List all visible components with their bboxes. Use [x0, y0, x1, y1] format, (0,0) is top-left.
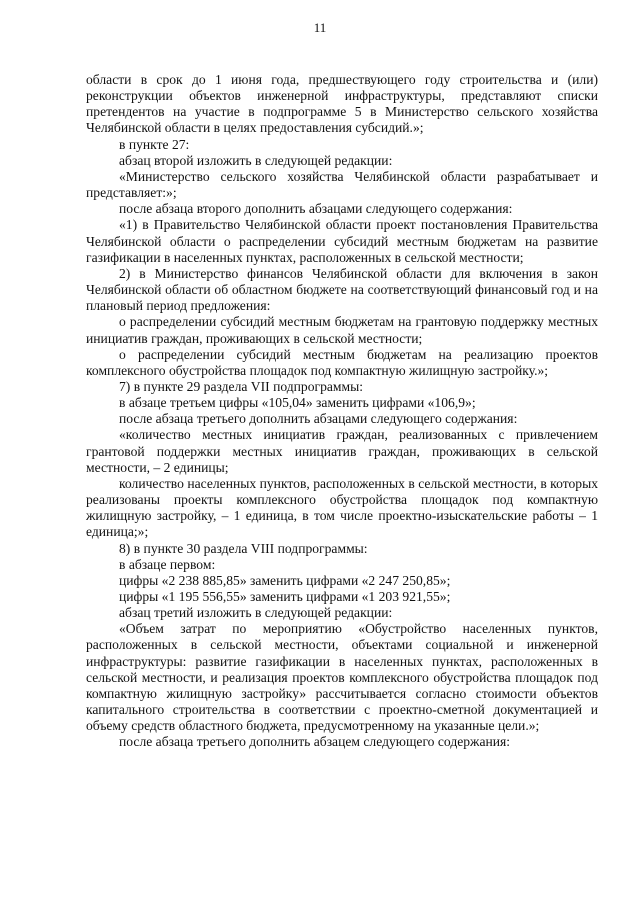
paragraph: о распределении субсидий местным бюджетам на грантовую поддержку местных инициатив граждан, проживающих в сельской местности;: [86, 314, 598, 346]
paragraph: 8) в пункте 30 раздела VIII подпрограммы:: [119, 540, 368, 556]
paragraph: «количество местных инициатив граждан, реализованных с привлечением грантовой поддержки местных инициатив граждан, проживающих в сельской местности, – 2 единицы;: [86, 427, 598, 475]
paragraph: после абзаца третьего дополнить абзацем следующего содержания:: [119, 734, 511, 750]
paragraph: о распределении субсидий местным бюджетам на реализацию проектов комплексного обустройства площадок под компактную жилищную застройку.»;: [86, 346, 598, 378]
document-body: [86, 72, 598, 751]
paragraph: 7) в пункте 29 раздела VII подпрограммы:: [119, 378, 364, 394]
paragraph: в пункте 27:: [119, 136, 190, 152]
paragraph: «Объем затрат по мероприятию «Обустройство населенных пунктов, расположенных в сельской местности, объектами социальной и инженерной инфраструктуры: развитие газификации в населенных пунктах, расположенных в сельской местности, и реализация проектов комплексного обустройства площадок под компактную жилищную застройку» рассчитывается согласно стоимости объектов капитального строительства в соответствии с проектно-сметной документацией и объему средств областного бюджета, предусмотренному на указанные цели.»;: [86, 621, 598, 734]
paragraph: области в срок до 1 июня года, предшествующего году строительства и (или) реконструкции объектов инженерной инфраструктуры, представляют списки претендентов на участие в подпрограмме 5 в Министерство сельского хозяйства Челябинской области в целях предоставления субсидий.»;: [86, 72, 598, 136]
paragraph: цифры «2 238 885,85» заменить цифрами «2 247 250,85»;: [119, 572, 451, 588]
paragraph: абзац третий изложить в следующей редакции:: [119, 605, 393, 621]
paragraph: 2) в Министерство финансов Челябинской области для включения в закон Челябинской области об областном бюджете на соответствующий финансовый год и на плановый период предложения:: [86, 265, 598, 314]
paragraph: количество населенных пунктов, расположенных в сельской местности, в которых реализованы проекты комплексного обустройства площадок под компактную жилищную застройку, – 1 единица, в том числе проектно-изыскательские работы – 1 единица;»;: [86, 475, 598, 540]
paragraph: абзац второй изложить в следующей редакции:: [119, 152, 393, 168]
paragraph: «1) в Правительство Челябинской области проект постановления Правительства Челябинской области о распределении субсидий местным бюджетам на развитие газификации в населенных пунктах, расположенных в сельской местности;: [86, 217, 598, 265]
paragraph: в абзаце первом:: [119, 556, 216, 572]
paragraph: в абзаце третьем цифры «105,04» заменить цифрами «106,9»;: [119, 395, 476, 411]
paragraph: цифры «1 195 556,55» заменить цифрами «1 203 921,55»;: [119, 589, 451, 604]
paragraph: после абзаца третьего дополнить абзацами следующего содержания:: [119, 411, 518, 427]
paragraph: после абзаца второго дополнить абзацами следующего содержания:: [119, 201, 513, 217]
paragraph: «Министерство сельского хозяйства Челябинской области разрабатывает и представляет:»;: [86, 168, 598, 201]
page-number: 11: [313, 20, 327, 35]
